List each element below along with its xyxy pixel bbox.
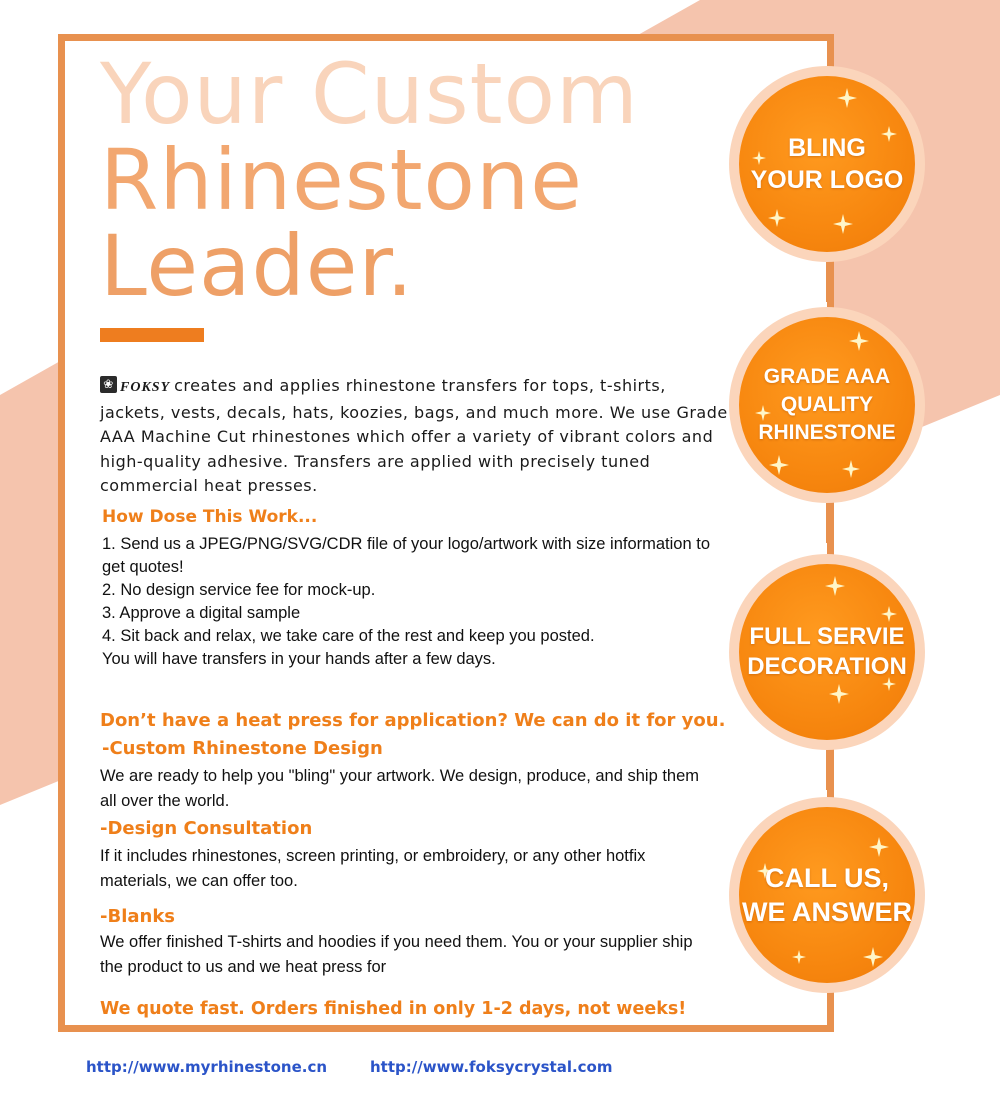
badge-connector [826, 262, 833, 302]
section-text-custom-design: We are ready to help you "bling" your artwork. We design, produce, and ship them all over the world. [100, 767, 700, 810]
brand-logo [100, 376, 170, 401]
badge-label: FULL SERVIE DECORATION [747, 623, 907, 680]
intro-text: creates and applies rhinestone transfers for tops, t-shirts, jackets, vests, decals, hats, koozies, bags, and much more. We use Grade AAA Machine Cut rhinestones which offer a variety of vibrant colors and high-quality adhesive. Transfers are applied with precisely tuned commercial heat presses. [100, 376, 728, 495]
badge-label: GRADE AAA QUALITY RHINESTONE [758, 365, 896, 444]
steps-heading: How Dose This Work... [102, 507, 318, 527]
steps-list [102, 533, 722, 671]
intro-paragraph [100, 374, 730, 499]
badge-label: BLING YOUR LOGO [750, 134, 904, 194]
promo-heading: Don’t have a heat press for application? We can do it for you. [100, 710, 726, 731]
headline-line-2: Rhinestone [100, 131, 583, 229]
badge-circle [739, 76, 915, 252]
badge-connector [826, 750, 833, 790]
step-item: 4. Sit back and relax, we take care of the rest and keep you posted. [102, 627, 595, 645]
brand-name: FOKSY [120, 380, 171, 395]
section-title-consultation: -Design Consultation [100, 818, 313, 839]
step-item: 3. Approve a digital sample [102, 604, 301, 622]
badge-call-us [729, 797, 925, 993]
badge-circle [739, 317, 915, 493]
section-text-consultation: If it includes rhinestones, screen printing, or embroidery, or any other hotfix materials, we can offer too. [100, 847, 646, 890]
closing-statement: We quote fast. Orders finished in only 1-2 days, not weeks! [100, 999, 687, 1019]
step-item: 1. Send us a JPEG/PNG/SVG/CDR file of your logo/artwork with size information to get quotes! [102, 535, 710, 576]
foksy-logo-icon: ❀ [100, 376, 117, 393]
badge-grade-aaa [729, 307, 925, 503]
badge-connector [826, 503, 833, 543]
step-item: 2. No design service fee for mock-up. [102, 581, 376, 599]
section-title-custom-design: -Custom Rhinestone Design [102, 738, 383, 759]
accent-divider [100, 328, 204, 342]
step-item: You will have transfers in your hands after a few days. [102, 650, 496, 668]
badge-circle [739, 807, 915, 983]
link-myrhinestone[interactable]: http://www.myrhinestone.cn [86, 1058, 328, 1076]
headline-line-3: Leader. [100, 217, 415, 315]
headline-line-1: Your Custom [100, 45, 639, 143]
link-foksycrystal[interactable]: http://www.foksycrystal.com [370, 1058, 613, 1076]
badge-label: CALL US, WE ANSWER [742, 863, 912, 927]
badge-circle [739, 564, 915, 740]
section-title-blanks: -Blanks [100, 906, 176, 927]
badge-full-service [729, 554, 925, 750]
section-text-blanks: We offer finished T-shirts and hoodies if you need them. You or your supplier ship the product to us and we heat press for [100, 933, 693, 976]
badge-bling-logo [729, 66, 925, 262]
